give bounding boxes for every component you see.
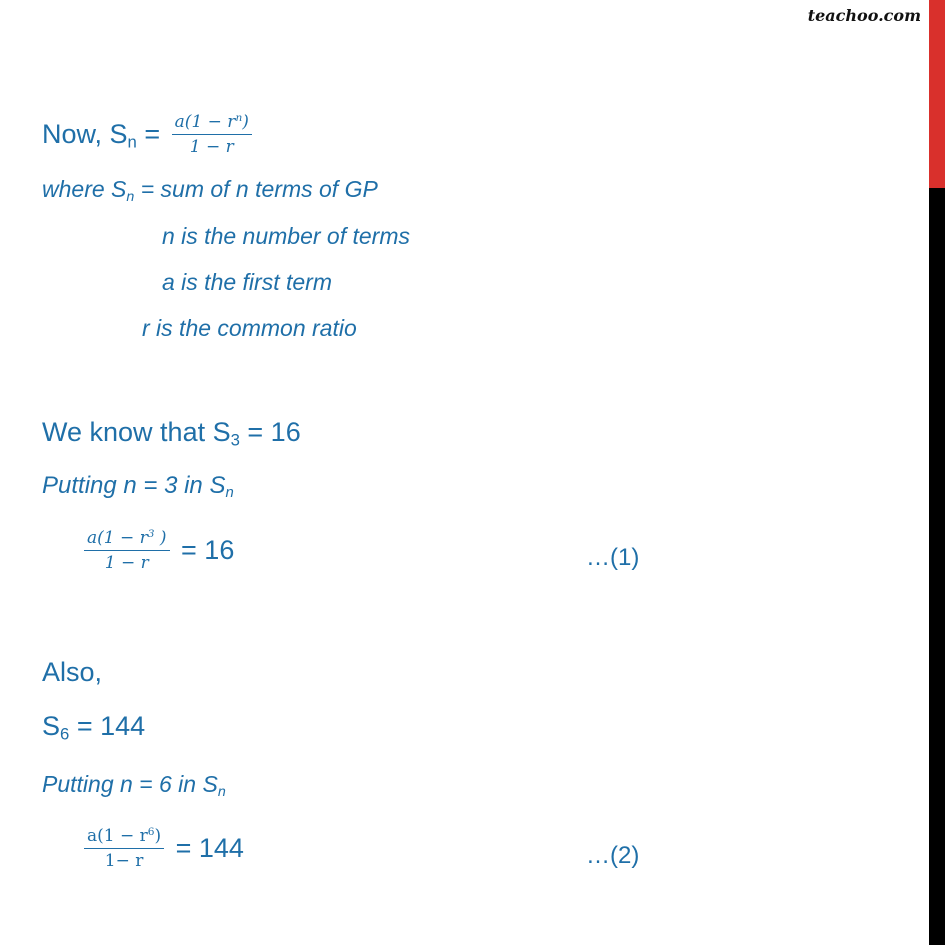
teachoo-logo: teachoo.com (807, 6, 921, 25)
where-line: where $S_n$ = sum of n terms of GP (42, 176, 378, 205)
equation-2-fraction: $\frac{a(1 - r^6)}{1- r}$ (84, 826, 164, 871)
sum-formula: Now, $S_n$ = $\frac{a(1 - r^n)}{1 - r}$ (42, 112, 256, 157)
putting-n6: Putting n = 6 in $S_n$ (42, 771, 226, 800)
formula-fraction: $\frac{a(1 - r^n)}{1 - r}$ (172, 112, 252, 157)
right-sidebar-bar (929, 0, 945, 945)
sidebar-accent (929, 0, 945, 188)
equation-1-fraction: $\frac{a(1 - r^3 )}{1 - r}$ (84, 528, 170, 573)
equation-2-label: …(2) (586, 842, 640, 869)
equation-1: $\frac{a(1 - r^3 )}{1 - r}$ = 16 (80, 528, 234, 573)
equation-2: $\frac{a(1 - r^6)}{1- r}$ = 144 (80, 826, 244, 871)
r-definition: r is the common ratio (142, 315, 357, 341)
n-definition: n is the number of terms (162, 223, 410, 249)
given-s3: We know that $S_3 = 16$ (42, 417, 301, 450)
putting-n3: Putting n = 3 in $S_n$ (42, 472, 234, 502)
a-definition: a is the first term (162, 269, 332, 295)
given-s6: $S_6 = 144$ (42, 711, 146, 744)
also-line: Also, (42, 657, 103, 687)
equation-1-label: …(1) (586, 544, 640, 571)
